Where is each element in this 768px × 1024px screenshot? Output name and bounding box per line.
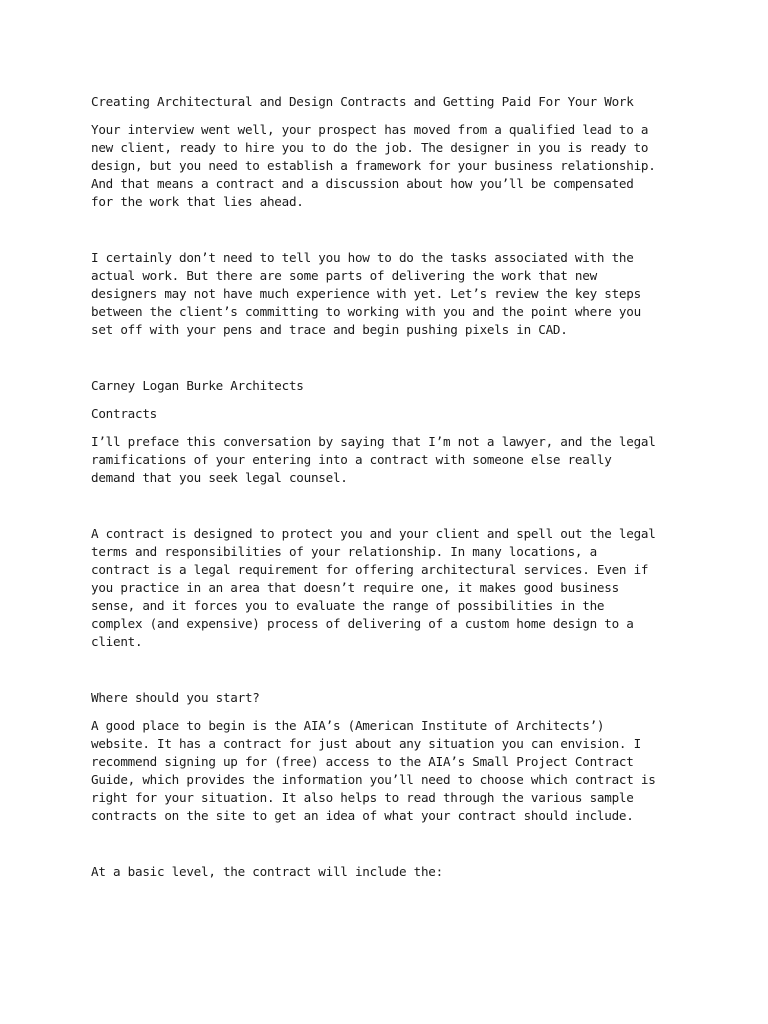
contracts-paragraph-2: A contract is designed to protect you and your client and spell out the legal terms and responsibilities of your relationship. In many locations, a contract is a legal requirement for offering architectural services. Even if you practice in an area that doesn’t require one, it makes good business sense, and it forces you to evaluate the range of possibilities in the complex (and expensive) process of delivering of a custom home design to a client.: [91, 526, 656, 649]
image-caption: Carney Logan Burke Architects: [91, 378, 304, 393]
contracts-paragraph-1: I’ll preface this conversation by saying that I’m not a lawyer, and the legal ramifications of your entering into a contract with someone else really demand that you seek legal counsel.: [91, 434, 656, 485]
basic-level-line: At a basic level, the contract will include the:: [91, 864, 443, 879]
intro-paragraph-1: Your interview went well, your prospect has moved from a qualified lead to a new client, ready to hire you to do the job. The designer in you is ready to design, but you need to establish a framework for your business relationship. And that means a contract and a discussion about how you’ll be compensated for the work that lies ahead.: [91, 122, 656, 209]
section-heading-start: Where should you start?: [91, 690, 260, 705]
start-paragraph-1: A good place to begin is the AIA’s (American Institute of Architects’) website. It has a contract for just about any situation you can envision. I recommend signing up for (free) access to the AIA’s Small Project Contract Guide, which provides the information you’ll need to choose which contract is right for your situation. It also helps to read through the various sample contracts on the site to get an idea of what your contract should include.: [91, 718, 656, 823]
section-heading-contracts: Contracts: [91, 406, 157, 421]
intro-paragraph-2: I certainly don’t need to tell you how to do the tasks associated with the actual work. But there are some parts of delivering the work that new designers may not have much experience with yet. Let’s review the key steps between the client’s committing to working with you and the point where you set off with your pens and trace and begin pushing pixels in CAD.: [91, 250, 641, 337]
document-title: Creating Architectural and Design Contracts and Getting Paid For Your Work: [91, 94, 634, 109]
